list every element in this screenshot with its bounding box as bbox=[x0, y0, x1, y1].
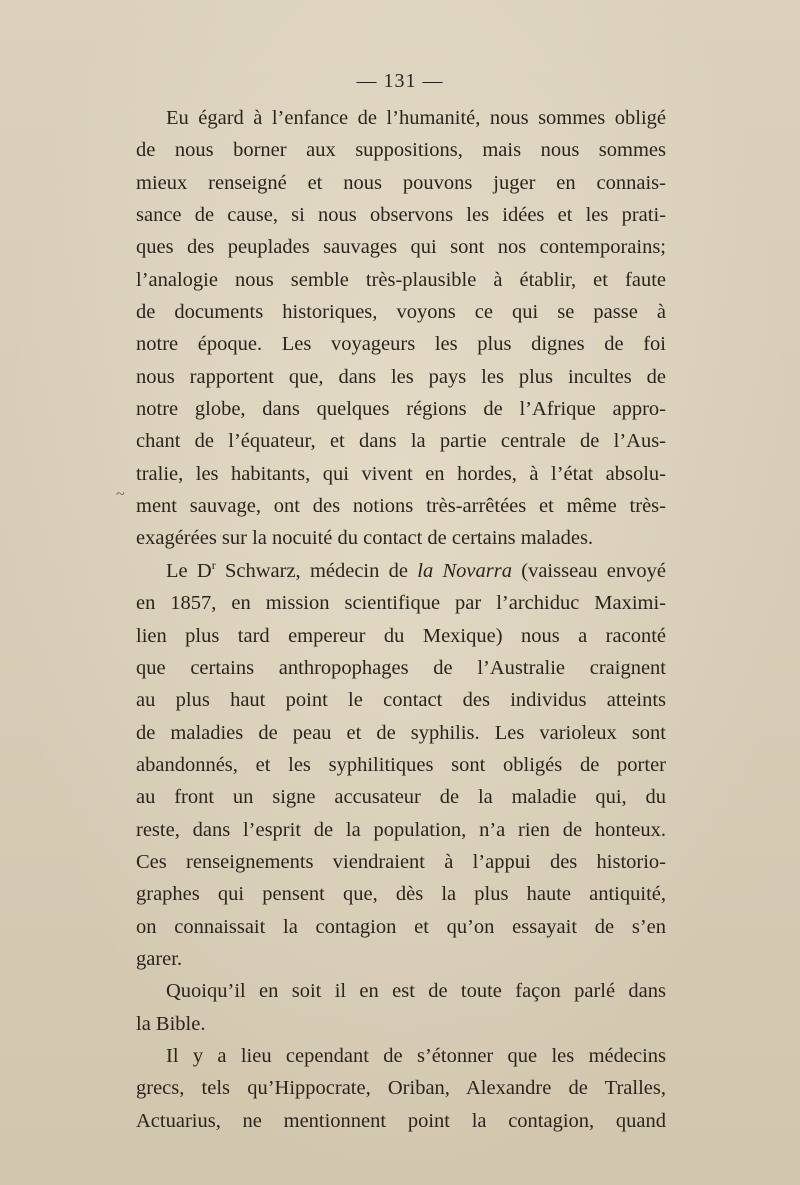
text-line bbox=[136, 555, 666, 587]
margin-mark: ~ bbox=[116, 486, 125, 503]
text-line: de documents historiques, voyons ce qui se passe à bbox=[136, 301, 666, 324]
text-line: tralie, les habitants, qui vivent en hordes, à l’état absolu- bbox=[136, 462, 666, 485]
text-line: nous rapportent que, dans les pays les plus incultes de bbox=[136, 365, 666, 388]
text-line: lien plus tard empereur du Mexique) nous a raconté bbox=[136, 624, 666, 647]
italic-text: la Novarra bbox=[417, 559, 512, 582]
text-line: reste, dans l’esprit de la population, n’a rien de honteux. bbox=[136, 818, 666, 841]
text-line: notre globe, dans quelques régions de l’Afrique appro- bbox=[136, 398, 666, 421]
text-line: on connaissait la contagion et qu’on essayait de s’en bbox=[136, 915, 666, 938]
text-line: notre époque. Les voyageurs les plus dignes de foi bbox=[136, 333, 666, 356]
superscript: r bbox=[211, 557, 216, 572]
text-line: mieux renseigné et nous pouvons juger en connais- bbox=[136, 171, 666, 194]
text-line: graphes qui pensent que, dès la plus haute antiquité, bbox=[136, 883, 666, 906]
text-line: ques des peuplades sauvages qui sont nos contemporains; bbox=[136, 236, 666, 259]
text-line: abandonnés, et les syphilitiques sont obligés de porter bbox=[136, 753, 666, 776]
text-line: la Bible. bbox=[136, 1012, 206, 1035]
text-line: ment sauvage, ont des notions très-arrêtées et même très- bbox=[136, 495, 666, 518]
text-line: sance de cause, si nous observons les idées et les prati- bbox=[136, 204, 666, 227]
text-span: Le D bbox=[166, 559, 212, 582]
text-line: garer. bbox=[136, 947, 183, 970]
text-line: de nous borner aux suppositions, mais nous sommes bbox=[136, 139, 666, 162]
text-line: Eu égard à l’enfance de l’humanité, nous sommes obligé bbox=[166, 107, 666, 129]
text-line: au plus haut point le contact des individus atteints bbox=[136, 689, 666, 712]
text-span: Schwarz, médecin de bbox=[215, 559, 418, 582]
text-line: Actuarius, ne mentionnent point la contagion, quand bbox=[136, 1109, 666, 1132]
page-number: — 131 — bbox=[356, 70, 444, 92]
text-line: l’analogie nous semble très-plausible à établir, et faute bbox=[136, 268, 666, 291]
text-line: chant de l’équateur, et dans la partie centrale de l’Aus- bbox=[136, 430, 666, 453]
text-line: Ces renseignements viendraient à l’appui des historio- bbox=[136, 850, 666, 873]
text-line: en 1857, en mission scientifique par l’archiduc Maximi- bbox=[136, 592, 666, 615]
text-line: que certains anthropophages de l’Australie craignent bbox=[136, 656, 666, 679]
text-line: Quoiqu’il en soit il en est de toute façon parlé dans bbox=[166, 980, 666, 1003]
text-line: de maladies de peau et de syphilis. Les varioleux sont bbox=[136, 721, 666, 744]
text-line: exagérées sur la nocuité du contact de certains malades. bbox=[136, 527, 594, 550]
text-line: au front un signe accusateur de la maladie qui, du bbox=[136, 786, 666, 809]
text-span: (vaisseau envoyé bbox=[511, 559, 666, 582]
body-text bbox=[136, 102, 666, 1137]
text-line: Il y a lieu cependant de s’étonner que les médecins bbox=[166, 1044, 666, 1067]
text-line: grecs, tels qu’Hippocrate, Oriban, Alexandre de Tralles, bbox=[136, 1077, 666, 1100]
